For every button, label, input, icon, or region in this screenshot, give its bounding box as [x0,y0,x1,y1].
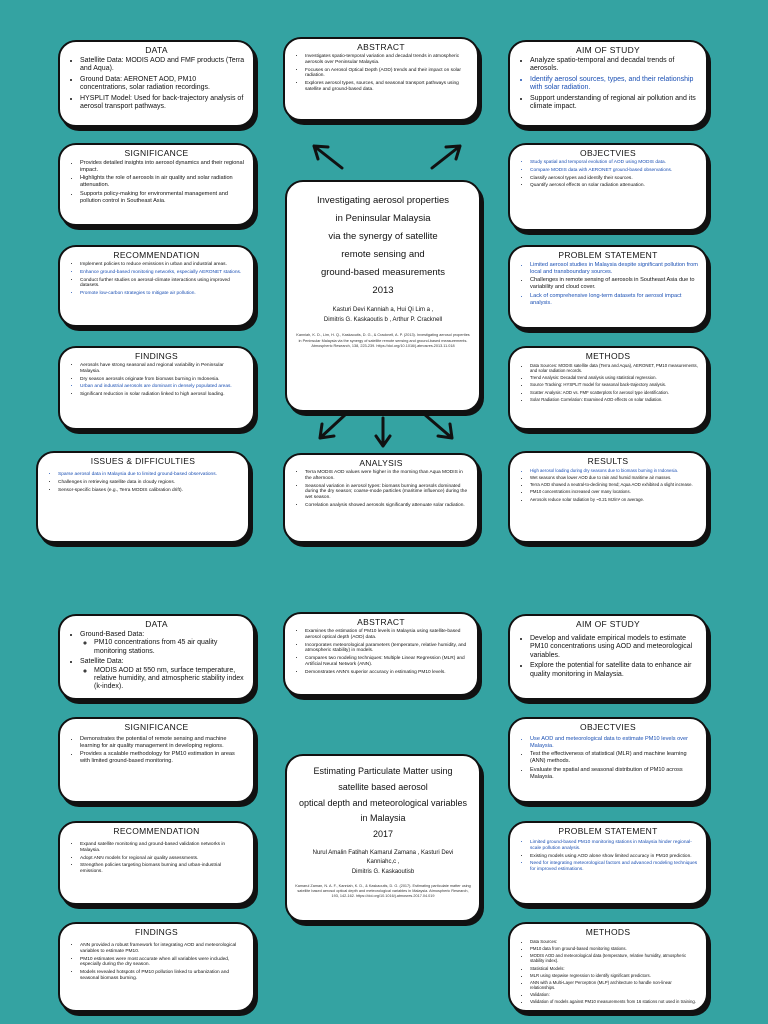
list-item: • Challenges in retrieving satellite data in cloudy regions. [58,480,240,486]
p1-abstract-title: ABSTRACT [357,42,405,52]
p1-objectives-items-list [518,160,698,189]
p1-objectives-box [508,143,708,231]
list-item: • Incorporates meteorological parameters (temperature, relative humidity, and atmospheric stability) in models. [305,643,469,655]
list-item: • Sensor-specific biases (e.g., Terra MODIS calibration drift). [58,488,240,494]
p1-citation: Kanniah, K. D., Lim, H. Q., Kaskaoutis, D. G., & Cracknell, A. P. (2013). Investigating aerosol properties in Peninsular Malaysia via the synergy of satellite remote sensing and ground-based measurements. Atmospheric Research, 138, 223-239. https://doi.org/10.1016/j.atmosres.2013.11.018 [296,333,470,349]
list-item: • Existing models using AOD alone show limited accuracy in PM10 prediction. [530,854,698,860]
p2-methods-title: METHODS [585,927,631,937]
list-item: • ANN provided a robust framework for integrating AOD and meteorological variables to estimate PM10. [80,943,245,955]
list-item: • Enhance ground-based monitoring networks, especially AERONET stations. [80,270,245,276]
list-item: • Challenges in remote sensing of aerosols in Southeast Asia due to variability and cloud cover. [530,277,698,290]
p1-analysis-title: ANALYSIS [359,458,403,468]
list-item: • Quantify aerosol effects on solar radiation attenuation. [530,183,698,189]
p2-methods-box [508,922,708,1012]
p1-objectives-title: OBJECTVIES [580,148,636,158]
list-item: • Provides detailed insights into aerosol dynamics and their regional impact. [80,160,245,173]
p2-authors: Nurul Amalin Fatihah Kamarul Zamana , Kasturi Devi Kanniahc,c , Dimitris G. Kaskaoutisb [312,849,454,875]
list-item-label: Satellite Data: [80,658,124,666]
p1-findings-items-list [68,363,245,398]
list-item: • Adopt ANN models for regional air quality assessments. [80,856,245,862]
list-item: • Statistical Models: [530,966,698,971]
list-item: • Terra MODIS AOD values were higher in the morning than Aqua MODIS in the afternoon. [305,470,469,482]
list-item: • Support understanding of regional air pollution and its climate impact. [530,95,698,112]
p2-problem-items-list [518,840,698,873]
p1-data-items-list [68,57,245,111]
list-item: • MODIS AOD and meteorological data (temperature, relative humidity, atmospheric stability index). [530,953,698,963]
list-item: • Satellite Data: MODIS AOD and FMF products (Terra and Aqua). [80,57,245,74]
list-item: • Limited aerosol studies in Malaysia despite significant pollution from local and transboundary sources. [530,262,698,275]
list-item: • Explores aerosol types, sources, and seasonal transport pathways using satellite and ground-based data. [305,81,469,93]
arrow-up-right [432,146,460,168]
p1-issues-title: ISSUES & DIFFICULTIES [90,456,196,466]
sub-list-item: ◦ PM10 concentrations from 45 air quality monitoring stations. [94,639,245,656]
list-item: • HYSPLIT Model: Used for back-trajectory analysis of aerosol transport pathways. [80,95,245,112]
arrow-up-left [314,146,342,168]
p2-recommendation-items-list [68,842,245,875]
p1-abstract-box [283,37,479,121]
list-item: • Explore the potential for satellite data to enhance air quality monitoring in Malaysia. [530,662,698,679]
list-item: • Wet seasons show lower AOD due to rain and humid maritime air masses. [530,475,698,480]
p1-methods-title: METHODS [585,351,631,361]
list-item: • Examines the estimation of PM10 levels in Malaysia using satellite-based aerosol optical depth (AOD) data. [305,629,469,641]
p2-data-box [58,614,255,700]
p1-results-box [508,451,708,543]
list-item: • ANN with a Multi-Layer Perceptron (MLP) architecture to handle non-linear relationships. [530,980,698,990]
p1-findings-box [58,346,255,430]
arrow-down [376,418,390,446]
list-item: • Aerosols reduce solar radiation by ~0.21 MJ/m² on average. [530,497,698,502]
list-item: • Expand satellite monitoring and ground-based validation networks in Malaysia. [80,842,245,854]
p1-paper-title: Investigating aerosol properties in Peninsular Malaysia via the synergy of satellite remote sensing and ground-based measurements 2013 [316,195,450,297]
p1-issues-items-list [46,472,240,493]
list-item: • Provides a scalable methodology for PM10 estimation in areas with limited ground-based monitoring. [80,751,245,764]
list-item: • Urban and industrial aerosols are dominant in densely populated areas. [80,384,245,390]
p2-aim-title: AIM OF STUDY [575,619,641,629]
p2-abstract-title: ABSTRACT [357,617,405,627]
sub-list-item: ◦ MODIS AOD at 550 nm, surface temperature, relative humidity, and atmospheric stability index (k-index). [94,667,245,692]
p1-significance-box [58,143,255,226]
p2-abstract-box [283,612,479,696]
list-item: • Dry season aerosols originate from biomass burning in Indonesia. [80,377,245,383]
list-item: • PM10 estimates were most accurate when all variables were included, especially during the dry season. [80,957,245,969]
arrow-down-right [424,414,452,438]
p1-recommendation-box [58,245,255,327]
list-item: • Evaluate the spatial and seasonal distribution of PM10 across Malaysia. [530,767,698,780]
p1-results-title: RESULTS [587,456,629,466]
list-item: • Promote low-carbon strategies to mitigate air pollution. [80,291,245,297]
p1-problem-title: PROBLEM STATEMENT [558,250,658,260]
p1-significance-items-list [68,160,245,204]
sub-list [80,639,245,656]
list-item: • Demonstrates the potential of remote sensing and machine learning for air quality management in developing regions. [80,736,245,749]
list-item: • Investigates spatio-temporal variation and decadal trends in atmospheric aerosols over Peninsular Malaysia. [305,54,469,66]
list-item: • Test the effectiveness of statistical (MLR) and machine learning (ANN) methods. [530,751,698,764]
list-item: • Analyze spatio-temporal and decadal trends of aerosols. [530,57,698,74]
sub-list [80,667,245,692]
list-item: • Lack of comprehensive long-term datasets for aerosol impact analysis. [530,293,698,306]
p2-paper-title: Estimating Particulate Matter using satellite based aerosol optical depth and meteorological variables in Malaysia 2017 [298,766,468,839]
list-item: • Compares two modeling techniques: Multiple Linear Regression (MLR) and Artificial Neural Network (ANN). [305,656,469,668]
list-item: • Identify aerosol sources, types, and their relationship with solar radiation. [530,76,698,93]
list-item: • Study spatial and temporal evolution of AOD using MODIS data. [530,160,698,166]
list-item: • Implement policies to reduce emissions in urban and industrial areas. [80,262,245,268]
list-item: • PM10 data from ground-based monitoring stations. [530,946,698,951]
p2-problem-title: PROBLEM STATEMENT [558,826,658,836]
p2-findings-box [58,922,255,1012]
p1-recommendation-items-list [68,262,245,297]
p2-data-list [68,631,245,692]
p2-title-card [285,754,481,922]
p1-problem-items-list [518,262,698,306]
list-item: • Compare MODIS data with AERONET ground-based observations. [530,168,698,174]
p2-significance-items-list [68,736,245,765]
list-item: • Validation of models against PM10 measurements from 16 stations not used in training. [530,999,698,1004]
list-item: • Sparse aerosol data in Malaysia due to limited ground-based observations. [58,472,240,478]
p2-citation: Kamarul Zaman, N. A. F., Kanniah, K. D., & Kaskaoutis, D. G. (2017). Estimating particulate matter using satellite based aerosol optical depth and meteorological variables in Malaysia. Atmospheric Research, 193, 142-162. https://doi.org/10.1016/j.atmosres.2017.04.019 [295,883,471,899]
list-item: • Solar Radiation Correlation: Examined AOD effects on solar radiation. [530,397,698,402]
list-item: • Classify aerosol types and identify their sources. [530,176,698,182]
p1-findings-title: FINDINGS [134,351,178,361]
p1-title-card [285,180,481,412]
p2-aim-box [508,614,708,700]
list-item: • Focuses on Aerosol Optical Depth (AOD) trends and their impact on solar radiation. [305,68,469,80]
list-item: • PM10 concentrations increased over many locations. [530,489,698,494]
p2-findings-items-list [68,943,245,982]
p2-objectives-title: OBJECTVIES [580,722,636,732]
p1-methods-box [508,346,708,430]
list-item: • Data Sources: [530,939,698,944]
list-item: • Correlation analysis showed aerosols significantly attenuate solar radiation. [305,503,469,509]
list-item: • Use AOD and meteorological data to estimate PM10 levels over Malaysia. [530,736,698,749]
p1-data-box [58,40,255,127]
p1-data-title: DATA [145,45,168,55]
p1-aim-title: AIM OF STUDY [575,45,641,55]
list-item: • Highlights the role of aerosols in air quality and solar radiation attenuation. [80,175,245,188]
p2-findings-title: FINDINGS [134,927,178,937]
p2-significance-title: SIGNIFICANCE [124,722,189,732]
p1-analysis-box [283,453,479,543]
p1-aim-box [508,40,708,127]
p1-problem-box [508,245,708,329]
p1-issues-box [36,451,250,543]
p2-methods-items-list [518,939,698,1005]
list-item: • Demonstrates ANN's superior accuracy in estimating PM10 levels. [305,670,469,676]
arrow-down-left [320,414,346,438]
p1-recommendation-title: RECOMMENDATION [113,250,200,260]
p2-abstract-items-list [293,629,469,675]
p2-significance-box [58,717,255,803]
list-item: • Aerosols have strong seasonal and regional variability in Peninsular Malaysia. [80,363,245,375]
list-item: • Validation: [530,992,698,997]
p2-recommendation-title: RECOMMENDATION [113,826,200,836]
list-item: • Models revealed hotspots of PM10 pollution linked to urbanization and seasonal biomass burning. [80,970,245,982]
list-item [80,658,245,692]
list-item: • MLR using stepwise regression to identify significant predictors. [530,973,698,978]
list-item: • Trend Analysis: Decadal trend analysis using statistical regression. [530,375,698,380]
p1-methods-items-list [518,363,698,402]
list-item: • Develop and validate empirical models to estimate PM10 concentrations using AOD and meteorological variables. [530,635,698,660]
list-item: • Seasonal variation in aerosol types: biomass burning aerosols dominated during the dry season; coarse-mode particles (maritime influence) during the wet season. [305,484,469,501]
list-item: • Source Tracking: HYSPLIT model for seasonal back-trajectory analysis. [530,382,698,387]
list-item-label: Ground-Based Data: [80,631,145,638]
list-item: • Significant reduction in solar radiation linked to high aerosol loading. [80,392,245,398]
list-item: • Need for integrating meteorological factors and advanced modeling techniques for improved estimations. [530,861,698,873]
p2-recommendation-box [58,821,255,905]
list-item: • Supports policy-making for environmental management and pollution control in Southeast Asia. [80,191,245,204]
p2-data-title: DATA [145,619,168,629]
p1-significance-title: SIGNIFICANCE [124,148,189,158]
list-item: • Data Sources: MODIS satellite data (Terra and Aqua), AERONET, PM10 measurements, and solar radiation records. [530,363,698,373]
p1-abstract-items-list [293,54,469,93]
list-item: • Limited ground-based PM10 monitoring stations in Malaysia hinder regional-scale pollution analysis. [530,840,698,852]
list-item: • Terra AOD showed a neutral-to-declining trend; Aqua AOD exhibited a slight increase. [530,482,698,487]
p1-authors: Kasturi Devi Kanniah a, Hui Qi Lim a , Dimitris G. Kaskaoutis b , Arthur P. Cracknell [323,307,443,323]
p1-analysis-items-list [293,470,469,509]
list-item [80,631,245,656]
p2-aim-items-list [518,635,698,679]
p1-results-items-list [518,468,698,502]
list-item: • High aerosol loading during dry seasons due to biomass burning in Indonesia. [530,468,698,473]
p2-problem-box [508,821,708,905]
p2-objectives-items-list [518,736,698,780]
list-item: • Ground Data: AERONET AOD, PM10 concentrations, solar radiation recordings. [80,76,245,93]
list-item: • Conduct further studies on aerosol-climate interactions using improved datasets. [80,278,245,290]
p2-objectives-box [508,717,708,803]
p1-aim-items-list [518,57,698,111]
list-item: • Scatter Analysis: AOD vs. FMF scatterplots for aerosol type identification. [530,390,698,395]
list-item: • Strengthen policies targeting biomass burning and urban-industrial emissions. [80,863,245,875]
